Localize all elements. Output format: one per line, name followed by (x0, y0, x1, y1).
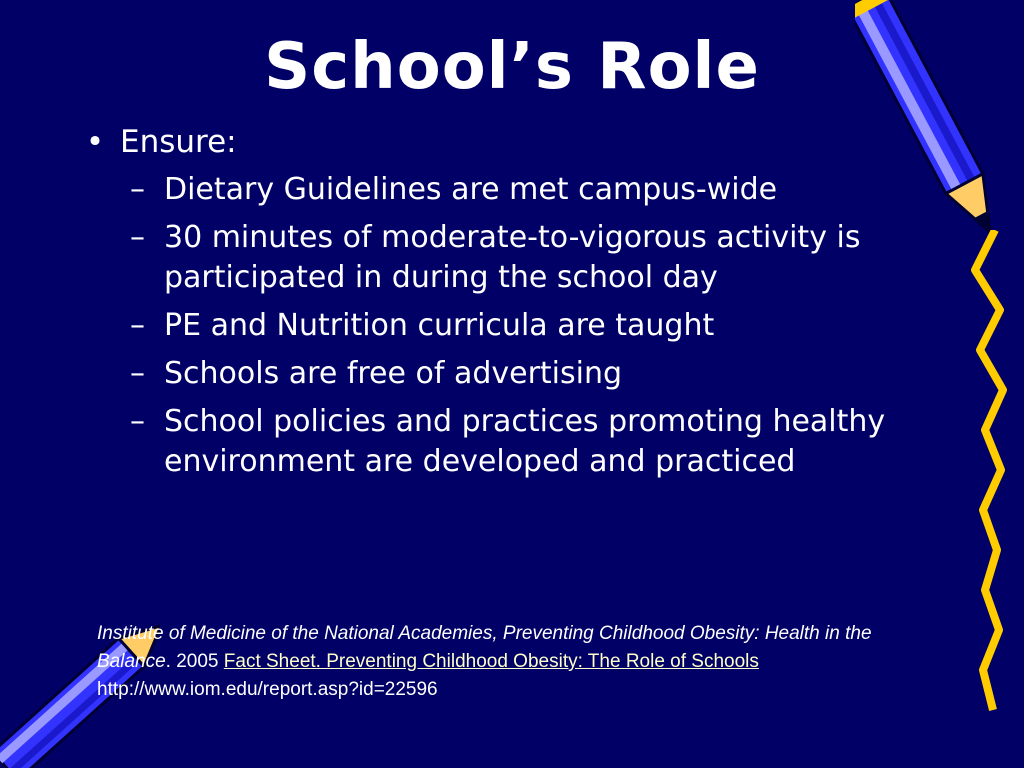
list-item (80, 170, 904, 210)
sub-bullet-list (80, 170, 920, 482)
list-item (80, 354, 904, 394)
citation-source: Institute of Medicine of the National Academies, Preventing Childhood Obesity: Health in the Balance (97, 623, 872, 672)
citation-url: http://www.iom.edu/report.asp?id=22596 (97, 679, 438, 700)
fact-sheet-link[interactable]: Fact Sheet. Preventing Childhood Obesity: The Role of Schools (223, 651, 759, 672)
bullet-marker: • (85, 124, 105, 160)
sub-bullet-text: 30 minutes of moderate-to-vigorous activity is participated in during the school day (164, 220, 861, 295)
dash-marker: – (130, 220, 145, 255)
citation (97, 620, 917, 704)
dash-marker: – (130, 404, 145, 439)
list-item (80, 402, 904, 482)
slide-content (80, 122, 920, 482)
sub-bullet-text: School policies and practices promoting healthy environment are developed and practiced (164, 404, 886, 479)
bullet-text: Ensure: (120, 124, 237, 160)
list-item (80, 218, 904, 298)
citation-year: . 2005 (165, 651, 219, 672)
slide-title: School’s Role (264, 30, 760, 104)
dash-marker: – (130, 172, 145, 207)
sub-bullet-text: Schools are free of advertising (164, 356, 623, 391)
list-item (80, 306, 904, 346)
dash-marker: – (130, 356, 145, 391)
bullet-ensure (80, 122, 920, 162)
squiggle-line (955, 230, 1024, 730)
sub-bullet-text: PE and Nutrition curricula are taught (164, 308, 715, 343)
sub-bullet-text: Dietary Guidelines are met campus-wide (164, 172, 778, 207)
dash-marker: – (130, 308, 145, 343)
